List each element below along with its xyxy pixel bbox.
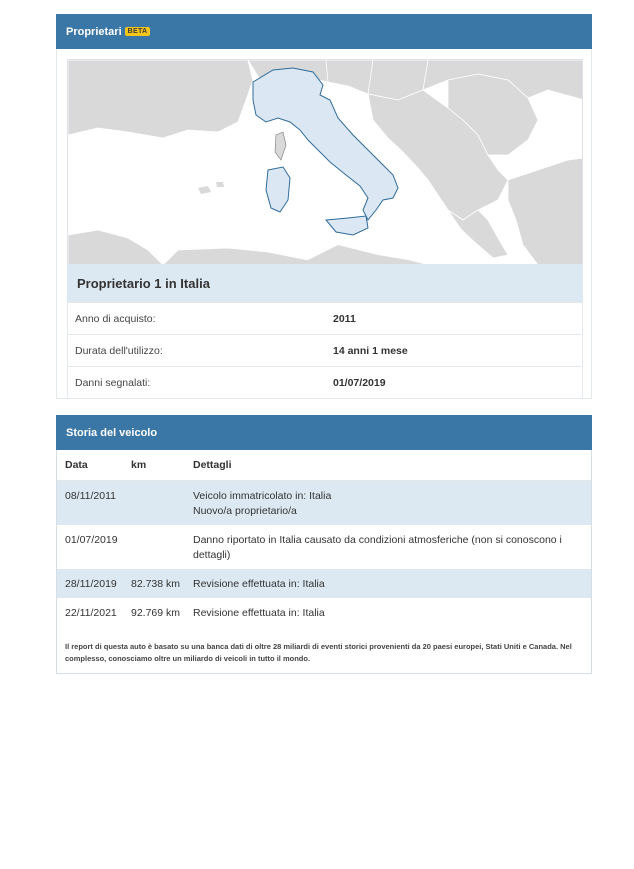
col-details: Dettagli [187,450,591,481]
purchase-year-value: 2011 [326,303,583,335]
owners-title: Proprietari [66,25,122,38]
table-row [57,481,591,526]
owner-row-purchase-year [68,303,583,335]
detail-line: Nuovo/a proprietario/a [193,505,297,517]
vehicle-history-panel [56,415,592,674]
row-details [187,481,591,526]
row-date: 22/11/2021 [65,607,117,619]
purchase-year-label: Anno di acquisto: [68,303,327,335]
row-km [127,481,187,526]
row-details [187,569,591,598]
owners-panel [56,14,592,399]
europe-map [68,60,583,264]
row-details [187,598,591,627]
owner-title: Proprietario 1 in Italia [67,264,583,302]
history-header [56,415,592,450]
history-title: Storia del veicolo [66,426,158,439]
owners-header [56,14,592,49]
owner-row-usage-duration [68,335,583,367]
beta-badge: BETA [125,27,151,36]
detail-line: Revisione effettuata in: Italia [193,578,325,590]
report-footnote: Il report di questa auto è basato su una banca dati di oltre 28 miliardi di eventi storici provenienti da 20 paesi europei, Stati Uniti e Canada. Nel complesso, conosciamo oltre un miliardo di veicoli in tutto il mondo. [65,642,572,663]
table-row [57,569,591,598]
history-body [56,450,592,674]
row-date: 28/11/2019 [57,569,127,598]
owner-row-damages [68,367,583,399]
detail-line: Veicolo immatricolato in: Italia [193,490,332,502]
table-row [57,598,591,627]
history-table [57,450,591,627]
row-km: 92.769 km [131,607,181,619]
detail-line: Revisione effettuata in: Italia [193,607,325,619]
row-date: 08/11/2011 [57,481,127,526]
usage-duration-label: Durata dell'utilizzo: [68,335,327,367]
row-details [187,525,591,569]
damages-value: 01/07/2019 [326,367,583,399]
owner-details-table [67,302,583,399]
damages-label: Danni segnalati: [68,367,327,399]
col-date: Data [57,450,127,481]
history-header-row [57,450,591,481]
row-km [127,525,187,569]
detail-line: Danno riportato in Italia causato da condizioni atmosferiche (non si conoscono i dettagli) [193,534,562,561]
row-km: 82.738 km [127,569,187,598]
row-date: 01/07/2019 [65,534,118,546]
table-row [57,525,591,569]
owner-map [67,59,583,264]
owners-body [56,49,592,399]
col-km: km [127,450,187,481]
usage-duration-value: 14 anni 1 mese [326,335,583,367]
